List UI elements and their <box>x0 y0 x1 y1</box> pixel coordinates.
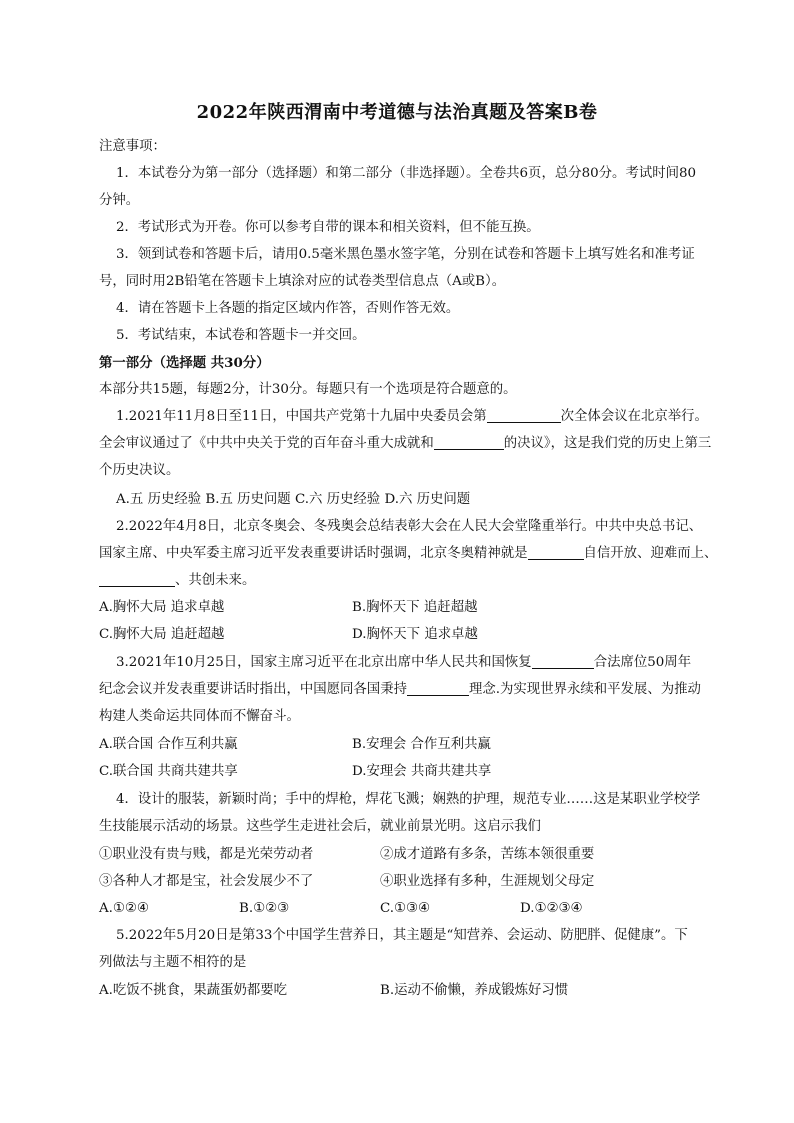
q3-text-c: 纪念会议并发表重要讲话时指出，中国愿同各国秉持 <box>99 682 407 697</box>
q2-option-c: C.胸怀大局 追赶超越 <box>99 627 225 642</box>
q5-line-2: 列做法与主题不相符的是 <box>99 955 247 970</box>
answer-blank <box>528 545 584 560</box>
q2-text-b: 自信开放、迎难而上、 <box>583 546 718 561</box>
q4-option-b: B.①②③ <box>239 901 290 916</box>
q4-statement-1: ①职业没有贵与贱，都是光荣劳动者 <box>99 847 314 862</box>
q3-option-b: B.安理会 合作互利共赢 <box>352 737 491 752</box>
page-title: 2022年陕西渭南中考道德与法治真题及答案B卷 <box>196 102 598 123</box>
q3-line-1 <box>116 653 691 673</box>
answer-blank <box>532 654 594 669</box>
part1-heading: 第一部分（选择题 共30分） <box>99 355 270 371</box>
q3-option-d: D.安理会 共商共建共享 <box>352 764 492 779</box>
answer-blank <box>487 408 561 423</box>
q4-statement-4: ④职业选择有多种，生涯规划父母定 <box>380 874 595 889</box>
q1-options: A.五 历史经验 B.五 历史问题 C.六 历史经验 D.六 历史问题 <box>116 492 471 507</box>
q1-text-a: 1.2021年11月8日至11日，中国共产党第十九届中央委员会第 <box>116 409 487 424</box>
notice-item-3-line-1: 3．领到试卷和答题卡后，请用0.5毫米黑色墨水签字笔，分别在试卷和答题卡上填写姓名和准考证 <box>116 247 695 262</box>
q1-line-1 <box>116 407 708 427</box>
q2-option-a: A.胸怀大局 追求卓越 <box>99 600 225 615</box>
q3-text-b: 合法席位50周年 <box>593 655 692 670</box>
part1-intro: 本部分共15题，每题2分，计30分。每题只有一个选项是符合题意的。 <box>99 382 517 397</box>
q4-option-c: C.①③④ <box>380 901 431 916</box>
q1-text-b: 次全体会议在北京举行。 <box>560 409 708 424</box>
q2-line-3 <box>99 571 255 591</box>
q4-line-1: 4．设计的服装，新颖时尚；手中的焊枪，焊花飞溅；娴熟的护理，规范专业……这是某职业学校学 <box>116 792 701 807</box>
answer-blank <box>99 572 175 587</box>
q4-statement-2: ②成才道路有多条，苦练本领很重要 <box>380 847 595 862</box>
q5-option-b: B.运动不偷懒，养成锻炼好习惯 <box>380 983 569 998</box>
q3-text-d: 理念.为实现世界永续和平发展、为推动 <box>468 682 701 697</box>
q4-statement-3: ③各种人才都是宝，社会发展少不了 <box>99 874 314 889</box>
notice-item-1-line-1: 1．本试卷分为第一部分（选择题）和第二部分（非选择题）。全卷共6页，总分80分。考试时间80 <box>116 166 697 181</box>
q4-option-d: D.①②③④ <box>520 901 583 916</box>
q5-line-1: 5.2022年5月20日是第33个中国学生营养日，其主题是“知营养、会运动、防肥胖、促健康”。下 <box>116 928 688 943</box>
answer-blank <box>434 435 504 450</box>
notice-heading: 注意事项： <box>99 139 166 154</box>
q1-line-2 <box>99 434 711 454</box>
q2-text-a: 国家主席、中央军委主席习近平发表重要讲话时强调，北京冬奥精神就是 <box>99 546 528 561</box>
q1-text-c: 全会审议通过了《中共中央关于党的百年奋斗重大成就和 <box>99 436 434 451</box>
notice-item-3-line-2: 号，同时用2B铅笔在答题卡上填涂对应的试卷类型信息点（A或B）。 <box>99 274 506 289</box>
q1-line-3: 个历史决议。 <box>99 463 180 478</box>
q3-line-2 <box>99 680 701 700</box>
q2-option-b: B.胸怀天下 追赶超越 <box>352 600 478 615</box>
notice-item-5: 5．考试结束，本试卷和答题卡一并交回。 <box>116 328 366 343</box>
q2-option-d: D.胸怀天下 追求卓越 <box>352 627 478 642</box>
q2-line-2 <box>99 544 717 564</box>
q1-text-d: 的决议》，这是我们党的历史上第三 <box>503 436 712 451</box>
q3-option-c: C.联合国 共商共建共享 <box>99 764 238 779</box>
q2-line-1: 2.2022年4月8日，北京冬奥会、冬残奥会总结表彰大会在人民大会堂隆重举行。中共中央总书记、 <box>116 519 703 534</box>
notice-item-4: 4．请在答题卡上各题的指定区域内作答，否则作答无效。 <box>116 301 460 316</box>
q3-option-a: A.联合国 合作互利共赢 <box>99 737 238 752</box>
notice-item-2: 2．考试形式为开卷。你可以参考自带的课本和相关资料，但不能互换。 <box>116 220 540 235</box>
notice-item-1-line-2: 分钟。 <box>99 193 140 208</box>
q5-option-a: A.吃饭不挑食，果蔬蛋奶都要吃 <box>99 983 288 998</box>
q4-line-2: 生技能展示活动的场景。这些学生走进社会后，就业前景光明。这启示我们 <box>99 819 541 834</box>
q3-line-3: 构建人类命运共同体而不懈奋斗。 <box>99 709 300 724</box>
q2-text-c: 、共创未来。 <box>175 573 256 588</box>
q4-option-a: A.①②④ <box>99 901 149 916</box>
answer-blank <box>407 681 469 696</box>
q3-text-a: 3.2021年10月25日，国家主席习近平在北京出席中华人民共和国恢复 <box>116 655 532 670</box>
